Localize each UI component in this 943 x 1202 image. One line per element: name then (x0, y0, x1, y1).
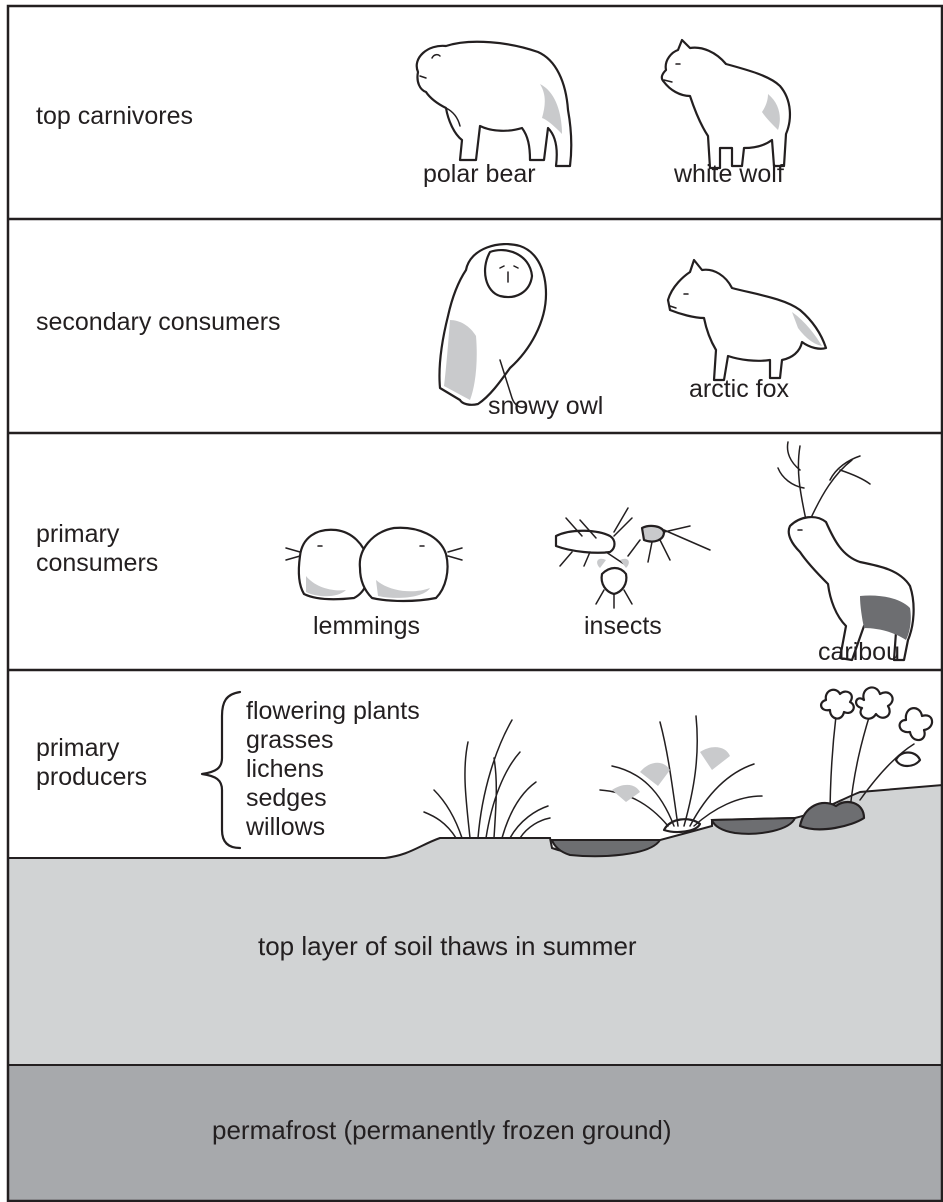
label-insects: insects (584, 612, 662, 640)
white-wolf-icon (662, 40, 790, 168)
label-primary-consumers (36, 520, 158, 578)
label-top-carnivores: top carnivores (36, 102, 194, 130)
grass-tuft-icon (424, 720, 550, 838)
label-primary-producers (36, 734, 147, 792)
producers-list (246, 697, 420, 842)
producer-item: grasses (246, 726, 334, 754)
polar-bear-icon (417, 42, 572, 166)
producer-item: lichens (246, 755, 324, 783)
arctic-fox-icon (668, 260, 826, 380)
sedge-clump-icon (600, 716, 762, 832)
producers-bracket (202, 692, 240, 848)
label-active-layer: top layer of soil thaws in summer (258, 931, 637, 961)
label-snowy-owl: snowy owl (488, 392, 604, 420)
label-permafrost: permafrost (permanently frozen ground) (212, 1115, 672, 1145)
label-lemmings: lemmings (313, 612, 420, 640)
label-white-wolf: white wolf (674, 160, 784, 188)
insects-icon (556, 508, 710, 608)
producer-item: willows (246, 813, 326, 841)
label-arctic-fox: arctic fox (689, 375, 790, 403)
producer-item: sedges (246, 784, 327, 812)
caribou-icon (778, 442, 914, 660)
label-polar-bear: polar bear (423, 160, 536, 188)
lemmings-icon (286, 528, 462, 601)
snowy-owl-icon (439, 244, 546, 407)
label-secondary-consumers: secondary consumers (36, 308, 281, 336)
label-primary-producers-line1: primary (36, 734, 120, 762)
producer-item: flowering plants (246, 697, 420, 725)
label-primary-producers-line2: producers (36, 763, 148, 791)
label-primary-consumers-line1: primary (36, 520, 120, 548)
label-caribou: caribou (818, 638, 900, 666)
label-primary-consumers-line2: consumers (36, 549, 159, 577)
